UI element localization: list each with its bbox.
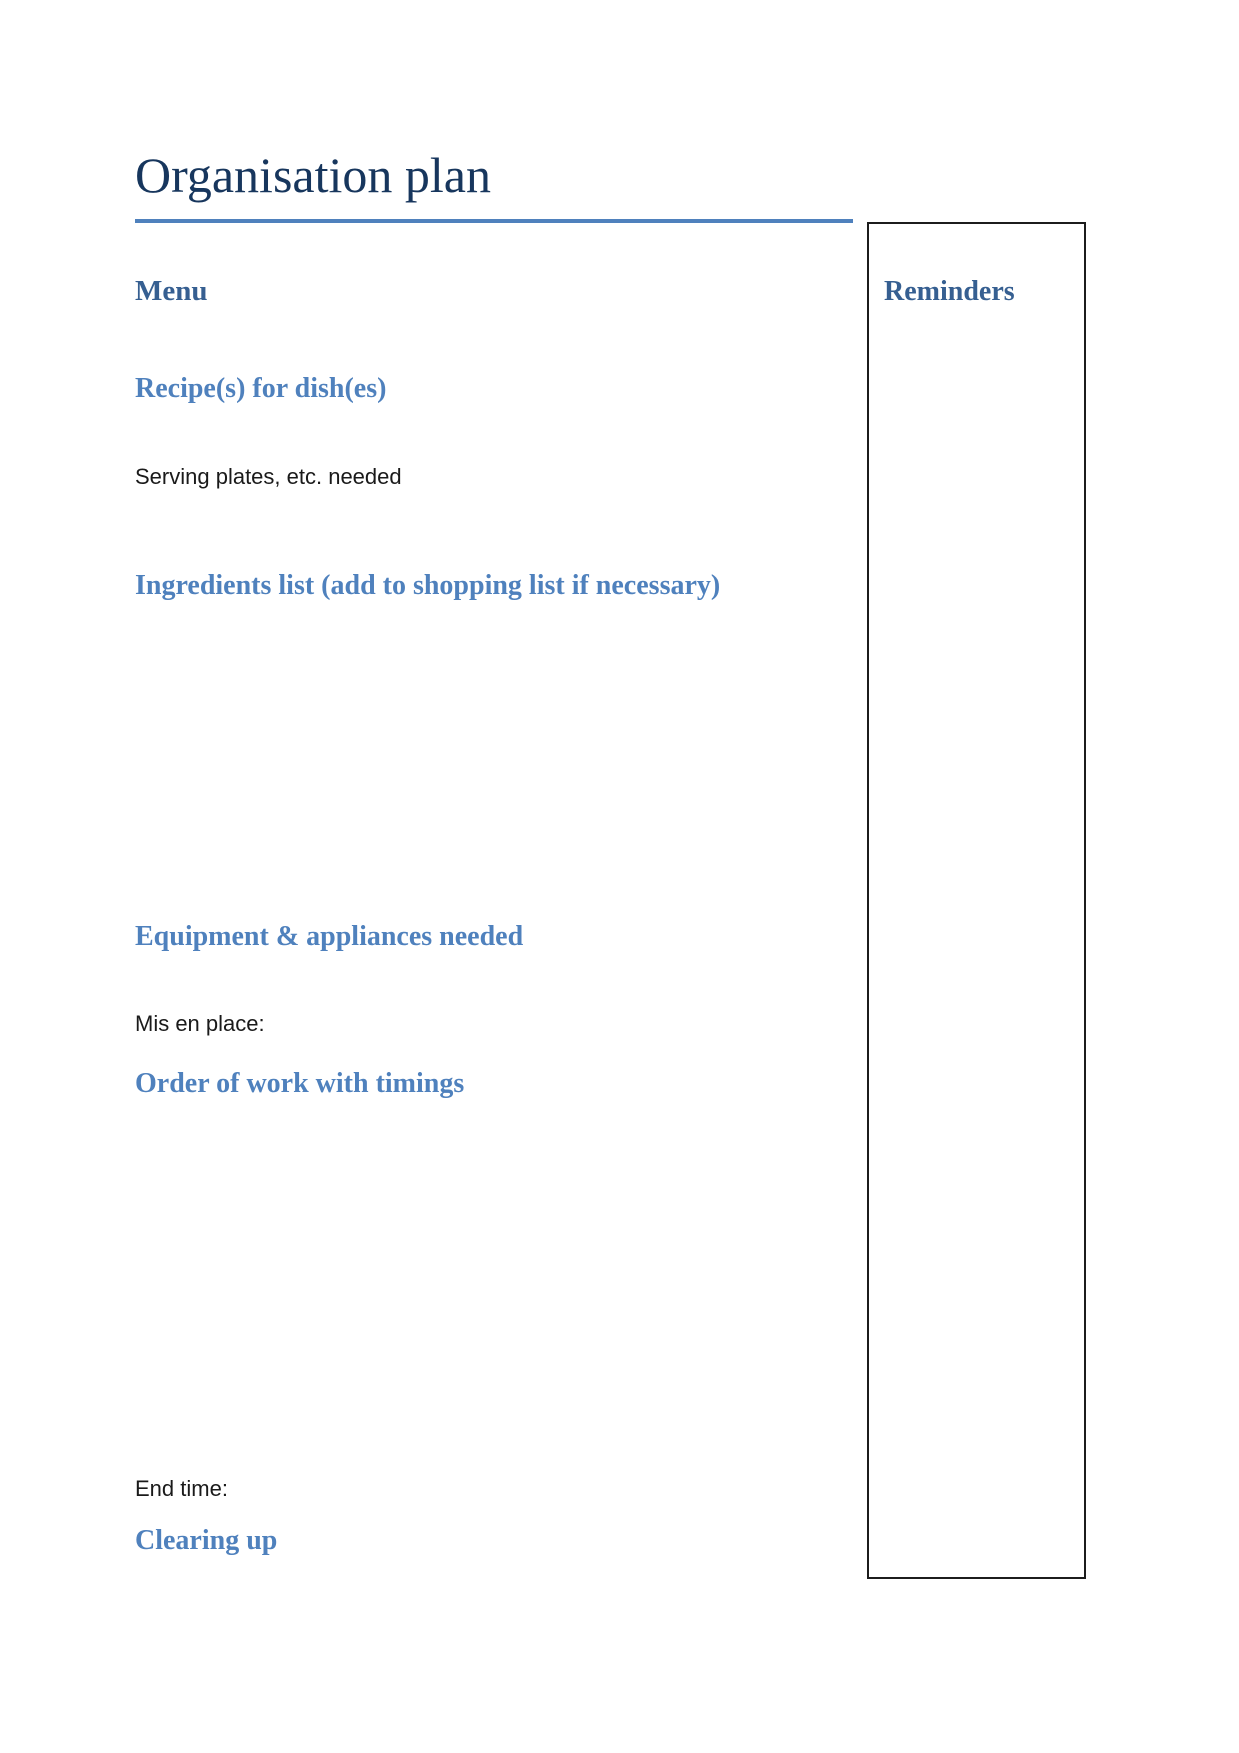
page-title: Organisation plan <box>135 147 491 203</box>
label-end-time: End time: <box>135 1476 228 1501</box>
title-underline-rule <box>135 219 853 223</box>
section-heading-clearing-up: Clearing up <box>135 1525 278 1556</box>
section-heading-equipment: Equipment & appliances needed <box>135 921 524 952</box>
section-heading-ingredients: Ingredients list (add to shopping list if necessary) <box>135 570 721 601</box>
label-serving-plates: Serving plates, etc. needed <box>135 464 402 489</box>
label-mis-en-place: Mis en place: <box>135 1011 265 1036</box>
section-heading-order-of-work: Order of work with timings <box>135 1068 465 1099</box>
section-heading-recipes: Recipe(s) for dish(es) <box>135 373 387 404</box>
section-heading-menu: Menu <box>135 275 208 307</box>
reminders-heading: Reminders <box>884 276 1015 307</box>
reminders-box <box>867 222 1086 1579</box>
